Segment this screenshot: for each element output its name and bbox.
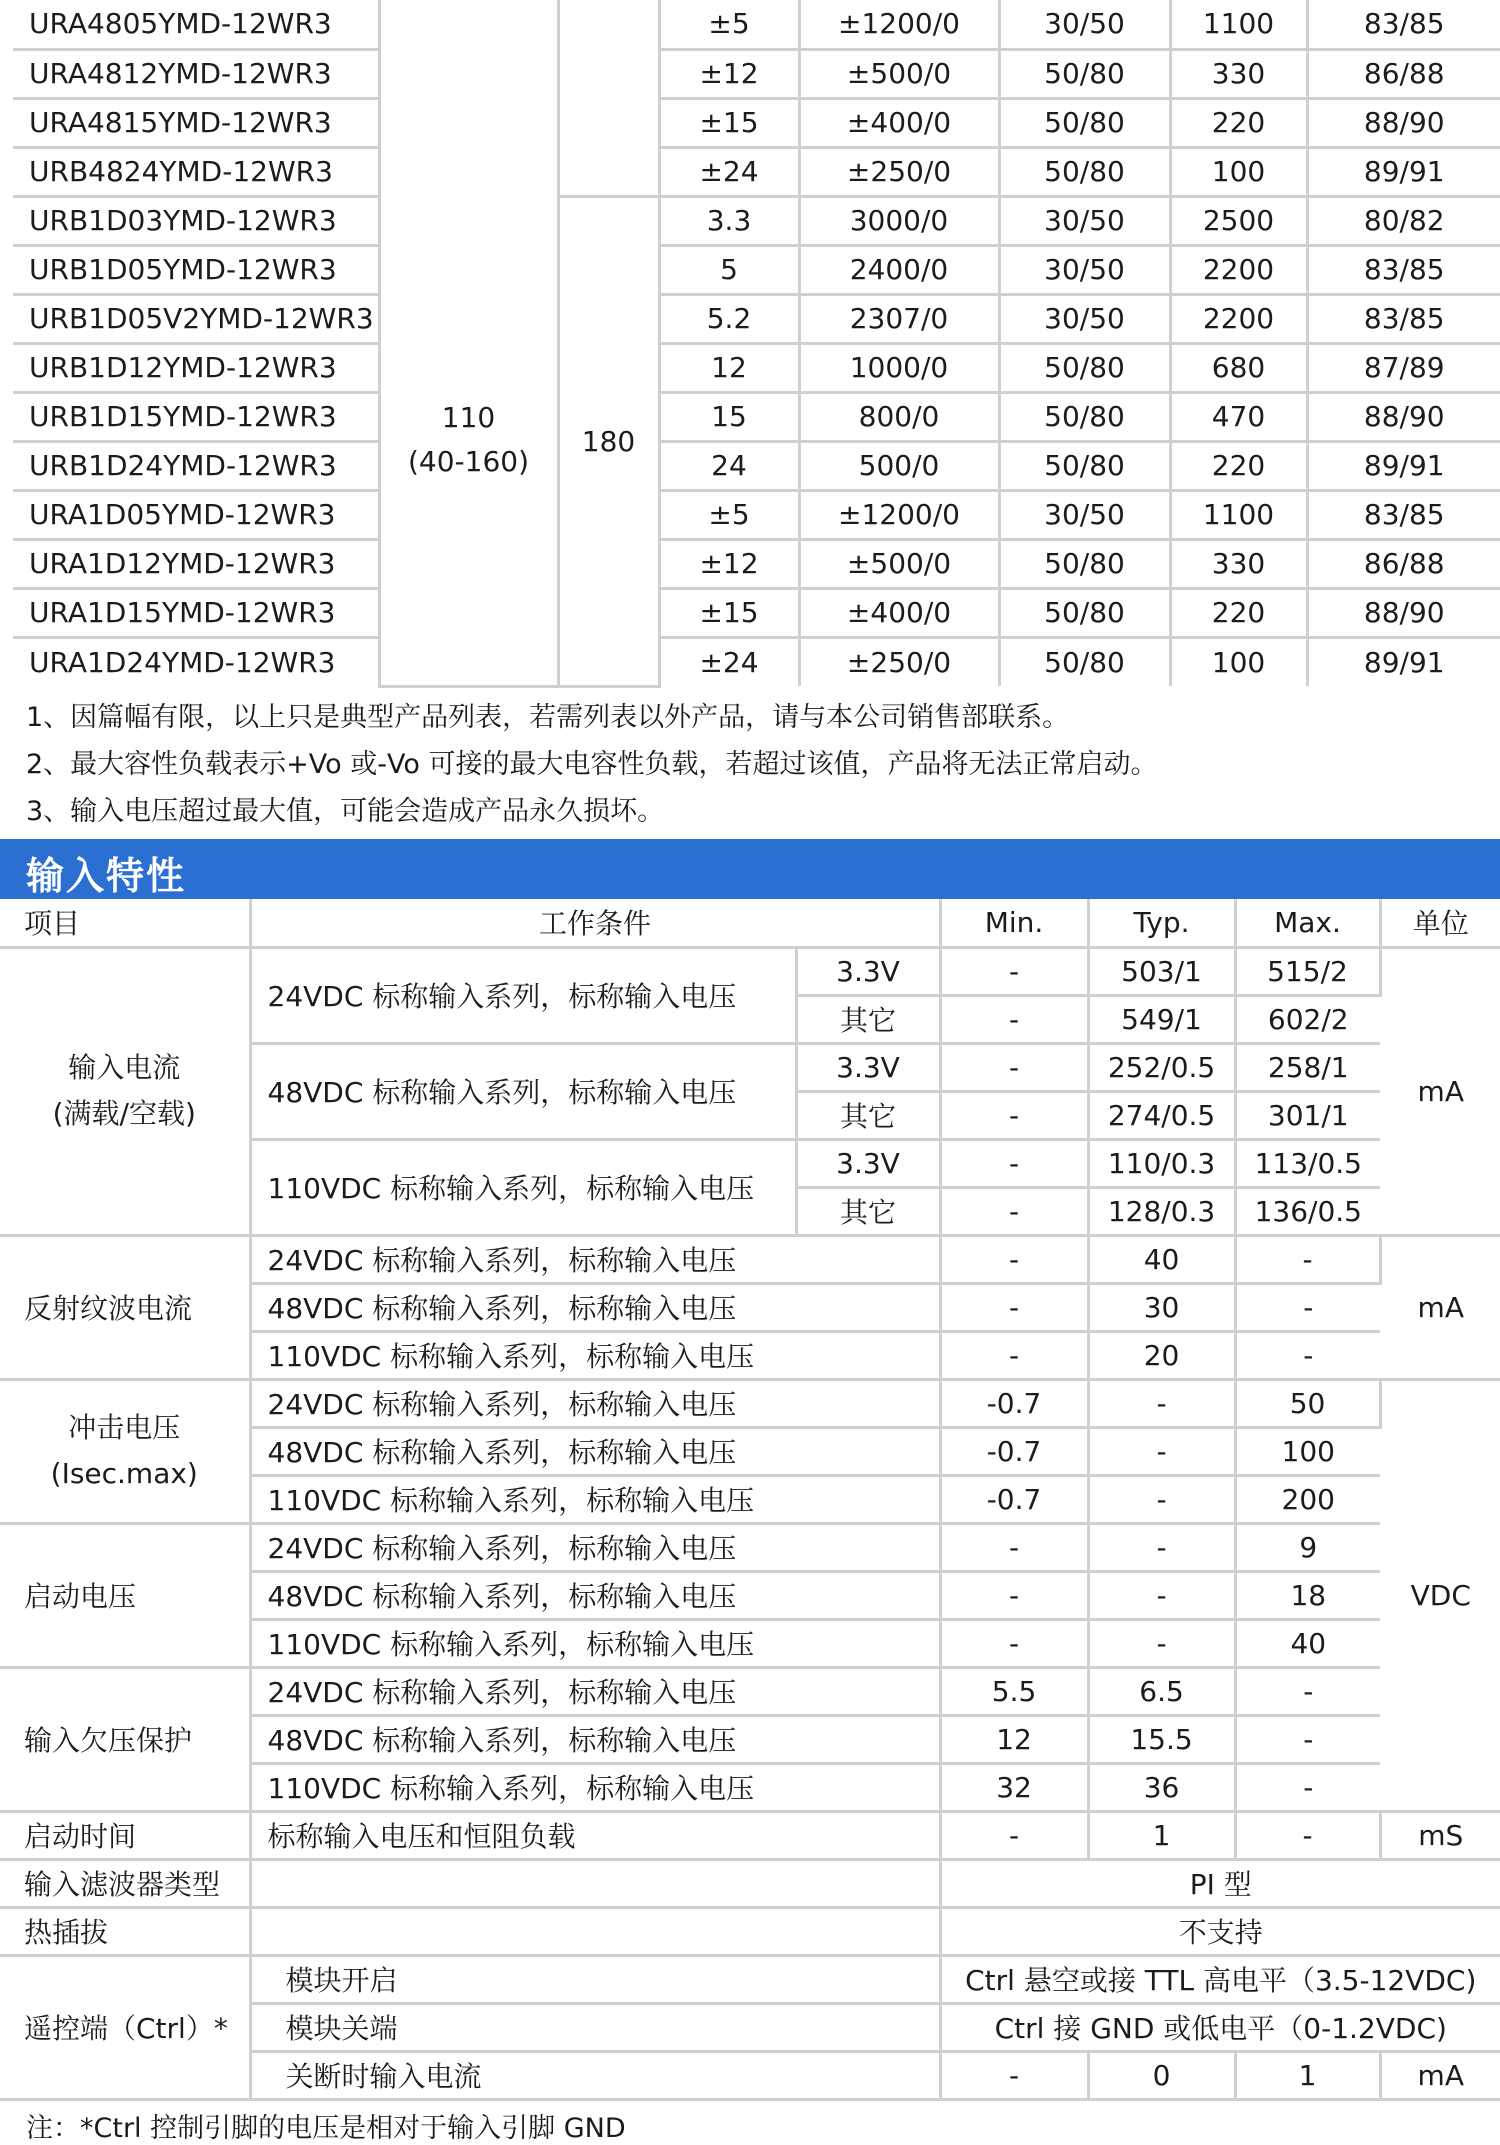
vout-cell: ±24 [659, 147, 799, 196]
vout-cell: 24 [659, 441, 799, 490]
filter-type-value: PI 型 [940, 1859, 1500, 1907]
table-row [13, 147, 1500, 196]
min-cell: - [940, 1187, 1088, 1235]
table-row [0, 1667, 1500, 1715]
min-cell: - [940, 995, 1088, 1043]
eff-cell: 88/90 [1307, 98, 1500, 147]
typ-cell: 20 [1088, 1331, 1235, 1379]
model-cell: URB1D05V2YMD-12WR3 [13, 294, 379, 343]
eff-cell: 83/85 [1307, 294, 1500, 343]
model-cell: URB1D24YMD-12WR3 [13, 441, 379, 490]
eff-cell: 87/89 [1307, 343, 1500, 392]
header-max: Max. [1235, 899, 1380, 947]
min-cell: - [940, 2051, 1088, 2099]
max-cell: 602/2 [1235, 995, 1380, 1043]
ripple-cell: 50/80 [999, 343, 1170, 392]
max-cell: - [1235, 1763, 1380, 1811]
remote-off-value: Ctrl 接 GND 或低电平（0-1.2VDC) [940, 2003, 1500, 2051]
empty-cell [379, 0, 558, 196]
condition-cell: 关断时输入电流 [250, 2051, 940, 2099]
iout-cell: 1000/0 [799, 343, 999, 392]
condition-cell: 标称输入电压和恒阻负载 [250, 1811, 940, 1859]
table-row [13, 490, 1500, 539]
ripple-cell: 50/80 [999, 49, 1170, 98]
typ-cell: - [1088, 1379, 1235, 1427]
input-current-subtitle: (满载/空载) [52, 1097, 196, 1130]
iout-cell: 500/0 [799, 441, 999, 490]
typ-cell: 40 [1088, 1235, 1235, 1283]
max-cell: 113/0.5 [1235, 1139, 1380, 1187]
table-row [13, 294, 1500, 343]
min-cell: 5.5 [940, 1667, 1088, 1715]
table-row [0, 1859, 1500, 1907]
model-cell: URA1D24YMD-12WR3 [13, 637, 379, 686]
model-cell: URA4812YMD-12WR3 [13, 49, 379, 98]
filter-type-label: 输入滤波器类型 [0, 1859, 250, 1907]
min-cell: - [940, 1619, 1088, 1667]
condition-cell: 110VDC 标称输入系列，标称输入电压 [250, 1475, 940, 1523]
table-row [0, 1811, 1500, 1859]
cap-cell: 330 [1170, 49, 1307, 98]
max-cell: 515/2 [1235, 947, 1380, 995]
vout-cell: 5.2 [659, 294, 799, 343]
iout-cell: 3000/0 [799, 196, 999, 245]
condition-cell: 48VDC 标称输入系列，标称输入电压 [250, 1043, 796, 1139]
remote-ctrl-label: 遥控端（Ctrl）* [0, 1955, 250, 2099]
typ-cell: - [1088, 1571, 1235, 1619]
typ-cell: 30 [1088, 1283, 1235, 1331]
ripple-cell: 50/80 [999, 392, 1170, 441]
model-cell: URB1D05YMD-12WR3 [13, 245, 379, 294]
eff-cell: 89/91 [1307, 147, 1500, 196]
min-cell: - [940, 1571, 1088, 1619]
hot-plug-value: 不支持 [940, 1907, 1500, 1955]
min-cell: -0.7 [940, 1427, 1088, 1475]
iout-cell: ±400/0 [799, 588, 999, 637]
remote-on-value: Ctrl 悬空或接 TTL 高电平（3.5-12VDC) [940, 1955, 1500, 2003]
min-cell: - [940, 947, 1088, 995]
typ-cell: 274/0.5 [1088, 1091, 1235, 1139]
max-cell: - [1235, 1667, 1380, 1715]
condition-cell: 48VDC 标称输入系列，标称输入电压 [250, 1571, 940, 1619]
max-cell: 18 [1235, 1571, 1380, 1619]
input-characteristics-table [0, 899, 1500, 2101]
unit-cell: mA [1380, 947, 1500, 1235]
condition-cell: 24VDC 标称输入系列，标称输入电压 [250, 1379, 940, 1427]
condition-cell: 24VDC 标称输入系列，标称输入电压 [250, 947, 796, 1043]
header-typ: Typ. [1088, 899, 1235, 947]
header-item: 项目 [0, 899, 250, 947]
ripple-cell: 50/80 [999, 637, 1170, 686]
ripple-cell: 50/80 [999, 588, 1170, 637]
start-time-label: 启动时间 [0, 1811, 250, 1859]
eff-cell: 83/85 [1307, 490, 1500, 539]
vout-cell: ±12 [659, 49, 799, 98]
table-row [13, 98, 1500, 147]
min-cell: -0.7 [940, 1379, 1088, 1427]
typ-cell: 36 [1088, 1763, 1235, 1811]
table-row [0, 1379, 1500, 1427]
cap-cell: 1100 [1170, 490, 1307, 539]
min-cell: 32 [940, 1763, 1088, 1811]
iout-cell: ±250/0 [799, 637, 999, 686]
nominal-voltage-cell [379, 196, 558, 686]
unit-cell: VDC [1380, 1379, 1500, 1811]
max-cell: 258/1 [1235, 1043, 1380, 1091]
vout-cell: 5 [659, 245, 799, 294]
cap-cell: 2500 [1170, 196, 1307, 245]
vout-cell: ±5 [659, 0, 799, 49]
ripple-cell: 50/80 [999, 539, 1170, 588]
min-cell: - [940, 1811, 1088, 1859]
condition-cell: 模块关端 [250, 2003, 940, 2051]
section-title: 输入特性 [26, 854, 187, 898]
eff-cell: 80/82 [1307, 196, 1500, 245]
vout-cell: ±15 [659, 588, 799, 637]
typ-cell: - [1088, 1619, 1235, 1667]
typ-cell: 252/0.5 [1088, 1043, 1235, 1091]
vout-cell: ±5 [659, 490, 799, 539]
min-cell: -0.7 [940, 1475, 1088, 1523]
max-voltage-cell: 180 [558, 196, 659, 686]
note-2: 2、最大容性负载表示+Vo 或-Vo 可接的最大电容性负载，若超过该值，产品将无法正常启动。 [26, 749, 1158, 780]
cap-cell: 680 [1170, 343, 1307, 392]
empty-cell [250, 1859, 940, 1907]
model-cell: URB4824YMD-12WR3 [13, 147, 379, 196]
iout-cell: 2307/0 [799, 294, 999, 343]
model-cell: URA1D12YMD-12WR3 [13, 539, 379, 588]
note-1: 1、因篇幅有限，以上只是典型产品列表，若需列表以外产品，请与本公司销售部联系。 [26, 702, 1070, 733]
unit-cell: mA [1380, 1235, 1500, 1379]
unit-cell: mS [1380, 1811, 1500, 1859]
product-table [13, 0, 1500, 688]
typ-cell: 0 [1088, 2051, 1235, 2099]
eff-cell: 89/91 [1307, 441, 1500, 490]
table-row [0, 1235, 1500, 1283]
table-row [0, 1955, 1500, 2003]
condition-cell: 24VDC 标称输入系列，标称输入电压 [250, 1523, 940, 1571]
min-cell: - [940, 1139, 1088, 1187]
cap-cell: 220 [1170, 441, 1307, 490]
eff-cell: 86/88 [1307, 539, 1500, 588]
surge-voltage-label [0, 1379, 250, 1523]
model-cell: URB1D03YMD-12WR3 [13, 196, 379, 245]
max-cell: - [1235, 1715, 1380, 1763]
min-cell: - [940, 1235, 1088, 1283]
condition-cell: 24VDC 标称输入系列，标称输入电压 [250, 1667, 940, 1715]
ripple-cell: 50/80 [999, 441, 1170, 490]
sub-condition-cell: 其它 [796, 1091, 940, 1139]
unit-cell: mA [1380, 2051, 1500, 2099]
iout-cell: ±400/0 [799, 98, 999, 147]
model-cell: URA1D05YMD-12WR3 [13, 490, 379, 539]
eff-cell: 88/90 [1307, 588, 1500, 637]
typ-cell: 549/1 [1088, 995, 1235, 1043]
header-unit: 单位 [1380, 899, 1500, 947]
header-min: Min. [940, 899, 1088, 947]
ripple-cell: 30/50 [999, 245, 1170, 294]
iout-cell: ±250/0 [799, 147, 999, 196]
max-cell: - [1235, 1283, 1380, 1331]
ripple-cell: 30/50 [999, 0, 1170, 49]
table-row [13, 588, 1500, 637]
table-row [13, 392, 1500, 441]
table-row [13, 49, 1500, 98]
vout-cell: ±12 [659, 539, 799, 588]
table-row [13, 637, 1500, 686]
vout-cell: 3.3 [659, 196, 799, 245]
cap-cell: 470 [1170, 392, 1307, 441]
condition-cell: 模块开启 [250, 1955, 940, 2003]
min-cell: 12 [940, 1715, 1088, 1763]
cap-cell: 220 [1170, 98, 1307, 147]
condition-cell: 48VDC 标称输入系列，标称输入电压 [250, 1283, 940, 1331]
section-header [0, 839, 1500, 899]
model-cell: URA4805YMD-12WR3 [13, 0, 379, 49]
table-row [0, 947, 1500, 995]
sub-condition-cell: 3.3V [796, 947, 940, 995]
condition-cell: 48VDC 标称输入系列，标称输入电压 [250, 1715, 940, 1763]
ripple-cell: 30/50 [999, 490, 1170, 539]
cap-cell: 100 [1170, 147, 1307, 196]
header-row [0, 899, 1500, 947]
footnote: 注：*Ctrl 控制引脚的电压是相对于输入引脚 GND [26, 2113, 626, 2144]
ripple-cell: 30/50 [999, 294, 1170, 343]
model-cell: URB1D15YMD-12WR3 [13, 392, 379, 441]
cap-cell: 1100 [1170, 0, 1307, 49]
max-cell: 40 [1235, 1619, 1380, 1667]
condition-cell: 110VDC 标称输入系列，标称输入电压 [250, 1619, 940, 1667]
typ-cell: 15.5 [1088, 1715, 1235, 1763]
eff-cell: 86/88 [1307, 49, 1500, 98]
ripple-cell: 30/50 [999, 196, 1170, 245]
vout-cell: 12 [659, 343, 799, 392]
note-3: 3、输入电压超过最大值，可能会造成产品永久损坏。 [26, 796, 665, 827]
table-row [13, 245, 1500, 294]
iout-cell: ±1200/0 [799, 0, 999, 49]
table-row [0, 1523, 1500, 1571]
undervoltage-label: 输入欠压保护 [0, 1667, 250, 1811]
min-cell: - [940, 1523, 1088, 1571]
max-cell: 136/0.5 [1235, 1187, 1380, 1235]
table-row [13, 343, 1500, 392]
typ-cell: - [1088, 1523, 1235, 1571]
min-cell: - [940, 1331, 1088, 1379]
iout-cell: ±1200/0 [799, 490, 999, 539]
condition-cell: 110VDC 标称输入系列，标称输入电压 [250, 1331, 940, 1379]
typ-cell: - [1088, 1427, 1235, 1475]
input-current-label [0, 947, 250, 1235]
iout-cell: ±500/0 [799, 539, 999, 588]
condition-cell: 24VDC 标称输入系列，标称输入电压 [250, 1235, 940, 1283]
ripple-current-label: 反射纹波电流 [0, 1235, 250, 1379]
typ-cell: 128/0.3 [1088, 1187, 1235, 1235]
sub-condition-cell: 其它 [796, 1187, 940, 1235]
typ-cell: 110/0.3 [1088, 1139, 1235, 1187]
ripple-cell: 50/80 [999, 98, 1170, 147]
eff-cell: 88/90 [1307, 392, 1500, 441]
table-row [0, 1907, 1500, 1955]
empty-cell [250, 1907, 940, 1955]
typ-cell: 1 [1088, 1811, 1235, 1859]
table-row [13, 196, 1500, 245]
condition-cell: 48VDC 标称输入系列，标称输入电压 [250, 1427, 940, 1475]
start-voltage-label: 启动电压 [0, 1523, 250, 1667]
max-cell: 1 [1235, 2051, 1380, 2099]
empty-cell [558, 0, 659, 196]
eff-cell: 89/91 [1363, 645, 1445, 679]
vout-cell: ±15 [659, 98, 799, 147]
iout-cell: 800/0 [799, 392, 999, 441]
max-cell: - [1235, 1235, 1380, 1283]
max-cell: 200 [1235, 1475, 1380, 1523]
max-cell: 9 [1235, 1523, 1380, 1571]
sub-condition-cell: 3.3V [796, 1139, 940, 1187]
eff-cell: 83/85 [1307, 0, 1500, 49]
min-cell: - [940, 1283, 1088, 1331]
input-current-title: 输入电流 [68, 1051, 181, 1084]
min-cell: - [940, 1043, 1088, 1091]
min-cell: - [940, 1091, 1088, 1139]
model-cell: URA1D15YMD-12WR3 [13, 588, 379, 637]
max-cell: - [1235, 1331, 1380, 1379]
condition-cell: 110VDC 标称输入系列，标称输入电压 [250, 1139, 796, 1235]
max-cell: 301/1 [1235, 1091, 1380, 1139]
vout-cell: 15 [659, 392, 799, 441]
vout-cell: ±24 [659, 637, 799, 686]
cap-cell: 2200 [1170, 294, 1307, 343]
table-row [13, 441, 1500, 490]
table-row [13, 0, 1500, 49]
iout-cell: 2400/0 [799, 245, 999, 294]
hot-plug-label: 热插拔 [0, 1907, 250, 1955]
eff-cell: 83/85 [1307, 245, 1500, 294]
sub-condition-cell: 其它 [796, 995, 940, 1043]
ripple-cell: 50/80 [999, 147, 1170, 196]
iout-cell: ±500/0 [799, 49, 999, 98]
table-row [13, 539, 1500, 588]
typ-cell: - [1088, 1475, 1235, 1523]
cap-cell: 100 [1170, 637, 1307, 686]
max-cell: - [1235, 1811, 1380, 1859]
header-condition: 工作条件 [250, 899, 940, 947]
max-cell: 50 [1235, 1379, 1380, 1427]
nominal-voltage: 110 [441, 401, 496, 435]
model-cell: URB1D12YMD-12WR3 [13, 343, 379, 392]
model-cell: URA4815YMD-12WR3 [13, 98, 379, 147]
condition-cell: 110VDC 标称输入系列，标称输入电压 [250, 1763, 940, 1811]
typ-cell: 6.5 [1088, 1667, 1235, 1715]
sub-condition-cell: 3.3V [796, 1043, 940, 1091]
max-cell: 100 [1235, 1427, 1380, 1475]
surge-voltage-title: 冲击电压 [68, 1411, 181, 1444]
voltage-range: (40-160) [407, 445, 530, 479]
surge-voltage-subtitle: (Isec.max) [50, 1457, 198, 1490]
cap-cell: 220 [1170, 588, 1307, 637]
cap-cell: 330 [1170, 539, 1307, 588]
typ-cell: 503/1 [1088, 947, 1235, 995]
cap-cell: 2200 [1170, 245, 1307, 294]
